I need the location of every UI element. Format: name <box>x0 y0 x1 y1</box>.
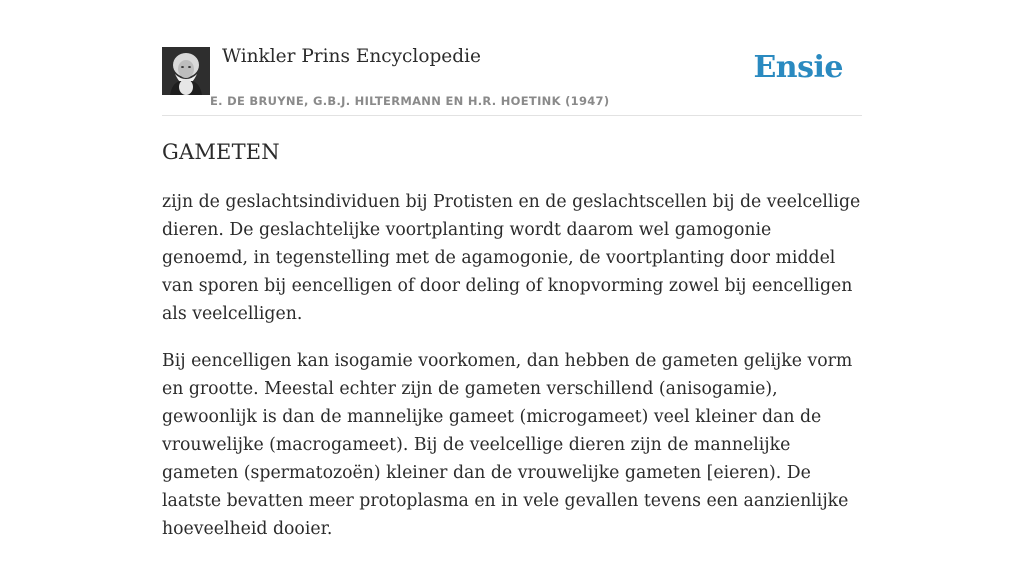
source-title[interactable]: Winkler Prins Encyclopedie <box>222 46 481 67</box>
article-title: GAMETEN <box>162 140 280 164</box>
author-avatar[interactable] <box>162 47 210 95</box>
source-header <box>162 42 862 116</box>
body-paragraph: Bij eencelligen kan isogamie voorkomen, dan hebben de gameten gelijke vorm en grootte. Meestal echter zijn de gameten verschillend (anisogamie), gewoonlijk is dan de mannelijke gameet (microgameet) veel kleiner dan de vrouwelijke (macrogameet). Bij de veelcellige dieren zijn de mannelijke gameten (spermatozoën) kleiner dan de vrouwelijke gameten [eieren). De laatste bevatten meer protoplasma en in vele gevallen tevens een aanzienlijke hoeveelheid dooier. <box>162 351 853 539</box>
author-portrait-icon <box>162 47 210 95</box>
authors-line: E. DE BRUYNE, G.B.J. HILTERMANN EN H.R. HOETINK (1947) <box>210 94 610 108</box>
article-body <box>162 188 862 543</box>
body-paragraph: zijn de geslachtsindividuen bij Protisten en de geslachtscellen bij de veelcellige dieren. De geslachtelijke voortplanting wordt daarom wel gamogonie genoemd, in tegenstelling met de agamogonie, de voortplanting door middel van sporen bij eencelligen of door deling of knopvorming zowel bij eencelligen als veelcelligen. <box>162 192 861 324</box>
ensie-logo[interactable]: Ensie <box>753 50 843 85</box>
article-card <box>162 42 862 562</box>
